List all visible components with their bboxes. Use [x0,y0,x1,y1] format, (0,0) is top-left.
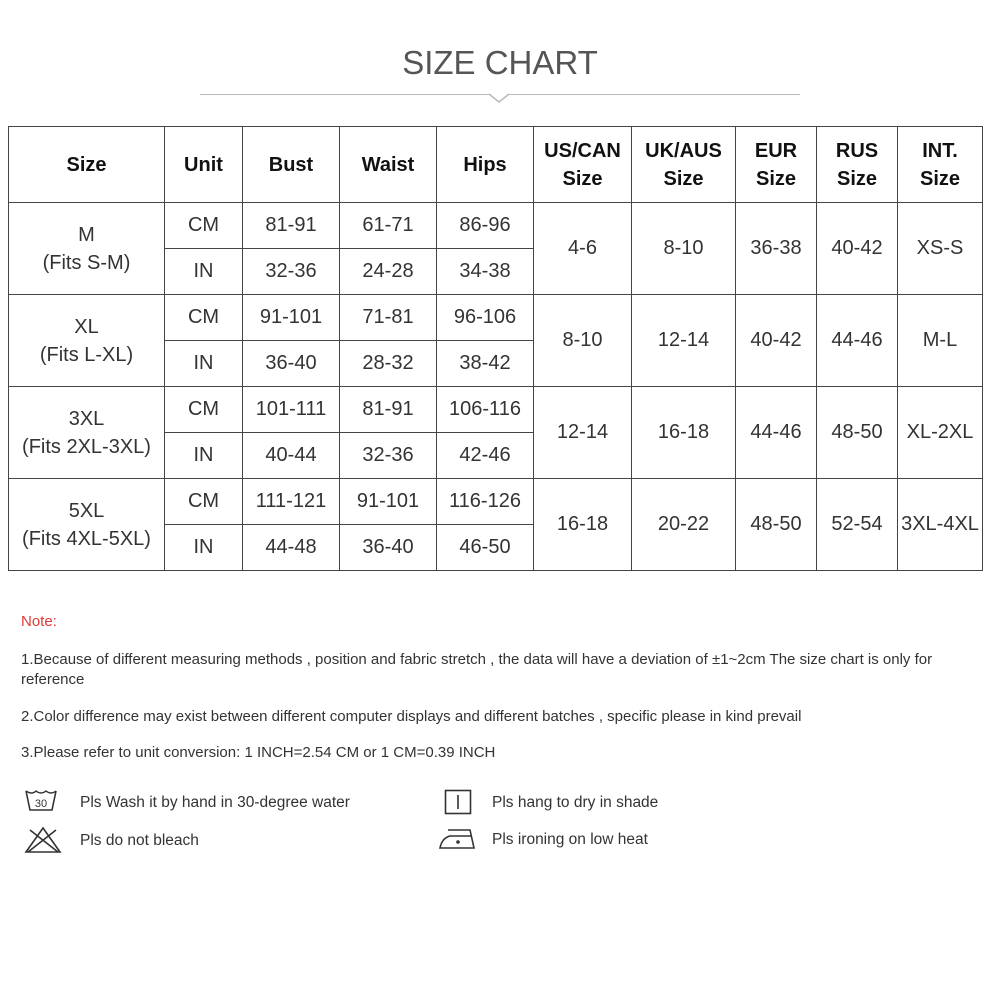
table-row [9,387,983,433]
uk-aus-cell: 20-22 [632,479,736,571]
waist-cell: 71-81 [340,295,437,341]
us-can-cell: 8-10 [534,295,632,387]
page-title: SIZE CHART [402,44,598,81]
hips-cell: 46-50 [437,525,534,571]
rus-cell: 48-50 [817,387,898,479]
waist-cell: 36-40 [340,525,437,571]
hips-cell: 96-106 [437,295,534,341]
size-label: 3XL (Fits 2XL-3XL) [9,387,165,479]
header-row [9,127,983,203]
waist-cell: 24-28 [340,249,437,295]
eur-cell: 40-42 [736,295,817,387]
header-bust: Bust [243,127,340,203]
unit-cell: IN [165,433,243,479]
waist-cell: 28-32 [340,341,437,387]
hips-cell: 116-126 [437,479,534,525]
note-item-3: 3.Please refer to unit conversion: 1 INCH=2.54 CM or 1 CM=0.39 INCH [21,744,496,761]
unit-cell: IN [165,525,243,571]
uk-aus-cell: 16-18 [632,387,736,479]
hips-cell: 106-116 [437,387,534,433]
bust-cell: 44-48 [243,525,340,571]
hips-cell: 86-96 [437,203,534,249]
rus-cell: 40-42 [817,203,898,295]
rus-cell: 52-54 [817,479,898,571]
size-label: 5XL (Fits 4XL-5XL) [9,479,165,571]
waist-cell: 32-36 [340,433,437,479]
header-unit: Unit [165,127,243,203]
waist-cell: 61-71 [340,203,437,249]
eur-cell: 44-46 [736,387,817,479]
care-hang-text: Pls hang to dry in shade [492,794,659,811]
waist-cell: 81-91 [340,387,437,433]
hips-cell: 42-46 [437,433,534,479]
bust-cell: 111-121 [243,479,340,525]
iron-low-heat-icon [438,826,478,852]
int-cell: XS-S [898,203,983,295]
header-rus: RUS Size [817,127,898,203]
int-cell: M-L [898,295,983,387]
table-row [9,479,983,525]
bust-cell: 32-36 [243,249,340,295]
header-waist: Waist [340,127,437,203]
header-us-can: US/CAN Size [534,127,632,203]
unit-cell: IN [165,249,243,295]
us-can-cell: 4-6 [534,203,632,295]
bust-cell: 40-44 [243,433,340,479]
unit-cell: CM [165,387,243,433]
rus-cell: 44-46 [817,295,898,387]
table-row [9,295,983,341]
us-can-cell: 12-14 [534,387,632,479]
us-can-cell: 16-18 [534,479,632,571]
care-iron-text: Pls ironing on low heat [492,831,648,848]
svg-text:30: 30 [34,798,48,810]
table-row [9,203,983,249]
size-chart-table [8,126,983,571]
waist-cell: 91-101 [340,479,437,525]
hang-dry-icon [444,789,472,815]
eur-cell: 36-38 [736,203,817,295]
header-uk-aus: UK/AUS Size [632,127,736,203]
do-not-bleach-icon [24,826,62,854]
note-item-1: 1.Because of different measuring methods , position and fabric stretch , the data will have a deviation of ±1~2cm The size chart is only for reference [21,651,933,688]
int-cell: XL-2XL [898,387,983,479]
hand-wash-30-icon [24,788,58,814]
int-cell: 3XL-4XL [898,479,983,571]
header-size: Size [9,127,165,203]
uk-aus-cell: 12-14 [632,295,736,387]
eur-cell: 48-50 [736,479,817,571]
bust-cell: 91-101 [243,295,340,341]
unit-cell: IN [165,341,243,387]
title-divider-right [508,94,800,95]
size-label: M (Fits S-M) [9,203,165,295]
header-hips: Hips [437,127,534,203]
header-int: INT. Size [898,127,983,203]
unit-cell: CM [165,295,243,341]
unit-cell: CM [165,479,243,525]
uk-aus-cell: 8-10 [632,203,736,295]
care-bleach-text: Pls do not bleach [80,832,199,849]
chevron-down-icon [488,85,510,103]
bust-cell: 81-91 [243,203,340,249]
unit-cell: CM [165,203,243,249]
note-item-2: 2.Color difference may exist between different computer displays and different batches , specific please in kind prevail [21,708,802,725]
hips-cell: 34-38 [437,249,534,295]
bust-cell: 36-40 [243,341,340,387]
title-divider-left [200,94,490,95]
header-eur: EUR Size [736,127,817,203]
hips-cell: 38-42 [437,341,534,387]
bust-cell: 101-111 [243,387,340,433]
note-label: Note: [21,613,57,630]
care-wash-text: Pls Wash it by hand in 30-degree water [80,794,350,811]
size-label: XL (Fits L-XL) [9,295,165,387]
